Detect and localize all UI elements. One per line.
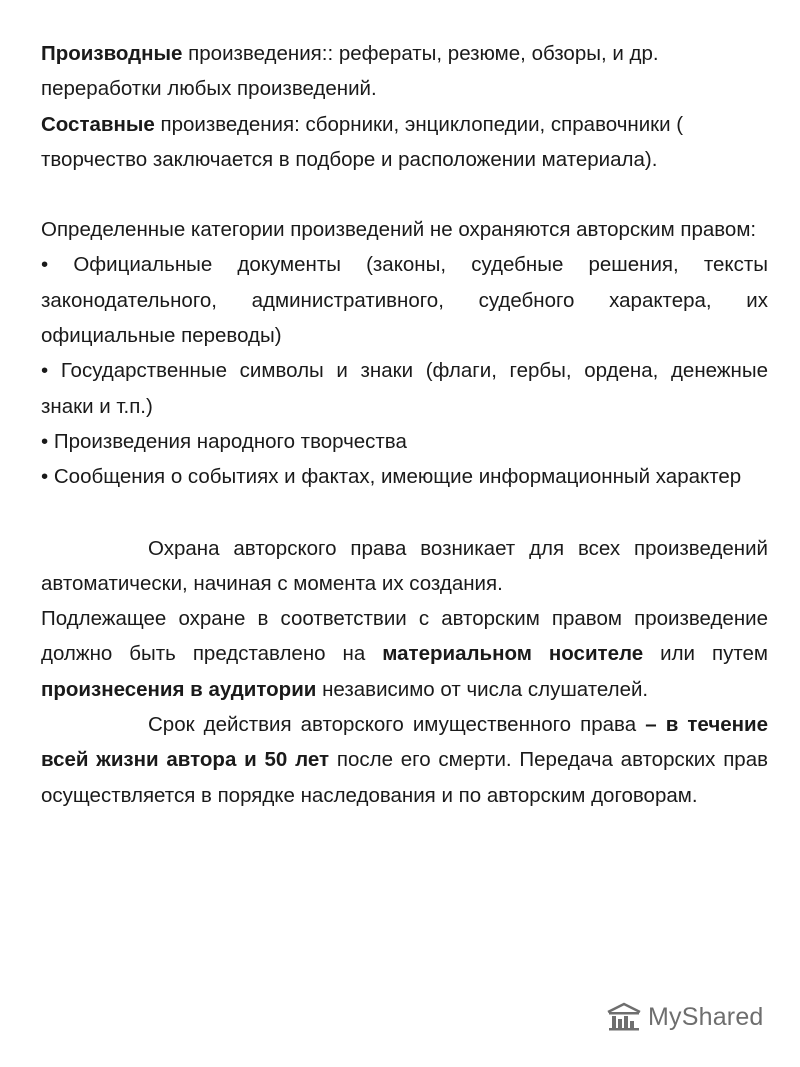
- medium-bold-2: произнесения в аудитории: [41, 677, 317, 701]
- list-item: • Сообщения о событиях и фактах, имеющие информационный характер: [41, 465, 742, 489]
- myshared-watermark: [606, 1002, 764, 1032]
- paragraph-excluded-categories: Определенные категории произведений не охраняются авторским правом:: [41, 218, 757, 242]
- paragraph-composite-works: [41, 107, 768, 178]
- watermark-text: MyShared: [648, 1002, 764, 1031]
- composite-text: произведения: сборники, энциклопедии, справочники ( творчество заключается в подборе и расположении материала).: [41, 112, 684, 171]
- spacer: [41, 177, 768, 212]
- spacer: [41, 495, 768, 531]
- term-composite: Составные: [41, 112, 155, 136]
- list-item: • Произведения народного творчества: [41, 429, 407, 453]
- medium-text-c: или путем: [643, 642, 768, 666]
- document-body: [41, 36, 768, 813]
- paragraph-automatic-protection: Охрана авторского права возникает для всех произведений автоматически, начиная с момента их создания.: [41, 536, 768, 595]
- paragraph-derivative-works: [41, 36, 768, 107]
- term-text-c: после его смерти. Передача авторских прав осуществляется в порядке наследования и по авторским договорам.: [41, 748, 768, 807]
- list-item: • Государственные символы и знаки (флаги, гербы, ордена, денежные знаки и т.п.): [41, 359, 768, 418]
- term-text-a: Срок действия авторского имущественного права: [148, 713, 646, 737]
- term-bold: – в течение всей жизни автора и 50 лет: [41, 713, 769, 772]
- paragraph-material-medium: [41, 601, 768, 707]
- term-derivative: Производные: [41, 42, 183, 65]
- list-item: • Официальные документы (законы, судебные решения, тексты законодательного, административного, судебного характера, их официальные переводы): [41, 253, 768, 348]
- medium-bold-1: материальном носителе: [382, 642, 644, 666]
- medium-text-d: независимо от числа слушателей.: [316, 677, 649, 701]
- myshared-logo-icon: [606, 1002, 642, 1032]
- paragraph-term-duration: [41, 707, 768, 813]
- derivative-text: произведения:: рефераты, резюме, обзоры, и др. переработки любых произведений.: [41, 42, 659, 101]
- medium-text-a: Подлежащее охране в соответствии с авторским правом произведение должно быть представлено на: [41, 607, 768, 666]
